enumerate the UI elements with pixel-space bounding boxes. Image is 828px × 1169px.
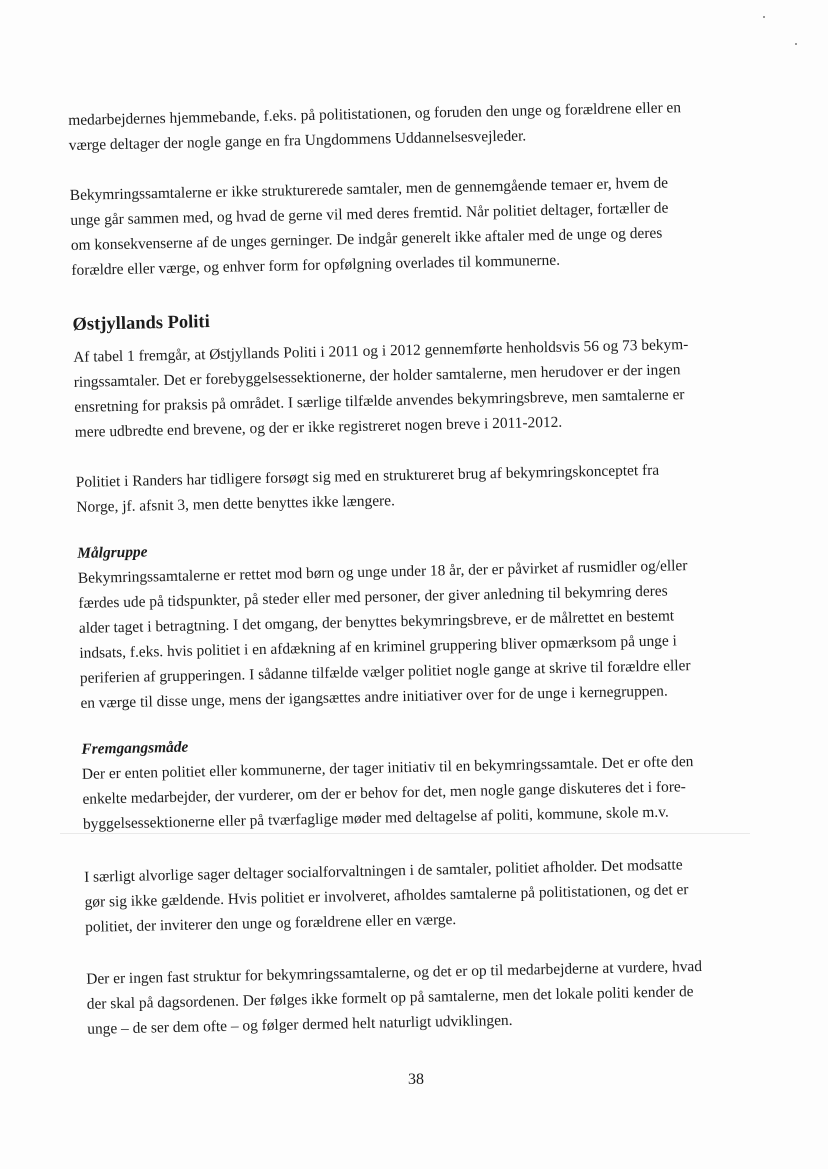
text-line: unge – de ser dem ofte – og følger dermed helt naturligt udviklingen. xyxy=(87,1011,513,1038)
text-line: enkelte medarbejder, der vurderer, om der er behov for det, men nogle gange diskuteres det i fore- xyxy=(82,778,686,808)
text-line: periferien af grupperingen. I sådanne tilfælde vælger politiet nogle gange at skrive til forældre eller xyxy=(79,657,691,687)
text-line: indsats, f.eks. hvis politiet i en afdækning af en kriminel gruppering bliver opmærksom på unge i xyxy=(79,632,678,662)
subsection-heading-fremgangsmade: Fremgangsmåde xyxy=(81,738,189,758)
text-line: medarbejdernes hjemmebande, f.eks. på politistationen, og foruden den unge og forældrene eller en xyxy=(68,99,682,129)
subsection-heading-malgruppe: Målgruppe xyxy=(77,543,148,562)
text-line: om konsekvenserne af de unges gerninger. De indgår generelt ikke aftaler med de unge og deres xyxy=(70,224,663,254)
text-line: Bekymringssamtalerne er ikke strukturerede samtaler, men de gennemgående temaer er, hvem de xyxy=(69,174,669,204)
text-line: værge deltager der nogle gange en fra Ungdommens Uddannelsesvejleder. xyxy=(68,127,527,154)
text-line: der skal på dagsordenen. Der følges ikke formelt op på samtalerne, men det lokale politi kender de xyxy=(86,983,694,1013)
paragraph-6 xyxy=(82,747,773,836)
page-body xyxy=(68,94,777,1042)
scan-speck xyxy=(763,16,765,18)
text-line: Der er enten politiet eller kommunerne, der tager initiativ til en bekymringssamtale. Det er ofte den xyxy=(81,753,694,783)
text-line: Der er ingen fast struktur for bekymringssamtalerne, og det er op til medarbejderne at vurdere, hvad xyxy=(86,957,703,988)
text-line: ringssamtaler. Det er forebyggelsessektionerne, der holder samtalerne, men herudover er der ingen xyxy=(73,361,681,391)
text-line: Af tabel 1 fremgår, at Østjyllands Politi i 2011 og i 2012 gennemførte henholdsvis 56 og 73 bekym- xyxy=(73,336,689,366)
text-line: byggelsessektionerne eller på tværfaglige møder med deltagelse af politi, kommune, skole m.v. xyxy=(82,803,669,833)
paragraph-3 xyxy=(73,330,765,444)
text-line: gør sig ikke gældende. Hvis politiet er involveret, afholdes samtalerne på politistationen, og det er xyxy=(84,881,689,911)
text-line: Norge, jf. afsnit 3, men dette benyttes ikke længere. xyxy=(76,492,396,516)
paragraph-7 xyxy=(84,850,775,939)
paragraph-2 xyxy=(70,169,762,283)
text-line: ensretning for praksis på området. I særlige tilfælde anvendes bekymringsbreve, men samtalerne er xyxy=(74,386,685,416)
text-line: Politiet i Randers har tidligere forsøgt sig med en struktureret brug af bekymringskonceptet fra xyxy=(75,461,660,491)
text-line: færdes ude på tidspunkter, på steder eller med personer, der giver anledning til bekymring deres xyxy=(78,582,668,612)
text-line: politiet, der inviterer den unge og forældrene eller en værge. xyxy=(84,911,457,936)
text-line: unge går sammen med, og hvad de gerne vil med deres fremtid. Når politiet deltager, fortæller de xyxy=(70,199,669,229)
text-line: en værge til disse unge, mens der igangsættes andre initiativer over for de unge i kernegruppen. xyxy=(80,682,668,712)
paragraph-8 xyxy=(86,952,777,1041)
section-heading: Østjyllands Politi xyxy=(72,312,210,335)
text-line: mere udbredte end brevene, og der er ikke registreret nogen breve i 2011-2012. xyxy=(74,413,563,441)
text-line: I særligt alvorlige sager deltager socialforvaltningen i de samtaler, politiet afholder. Det modsatte xyxy=(83,856,683,886)
paragraph-5 xyxy=(78,551,771,715)
scan-speck xyxy=(795,43,797,45)
text-line: Bekymringssamtalerne er rettet mod børn og unge under 18 år, der er påvirket af rusmidler og/eller xyxy=(77,557,688,587)
page-number: 38 xyxy=(408,1071,424,1088)
text-line: forældre eller værge, og enhver form for opfølgning overlades til kommunerne. xyxy=(71,251,561,279)
text-line: alder taget i betragtning. I det omgang, der benyttes bekymringsbreve, er de målrettet en bestemt xyxy=(78,607,675,637)
